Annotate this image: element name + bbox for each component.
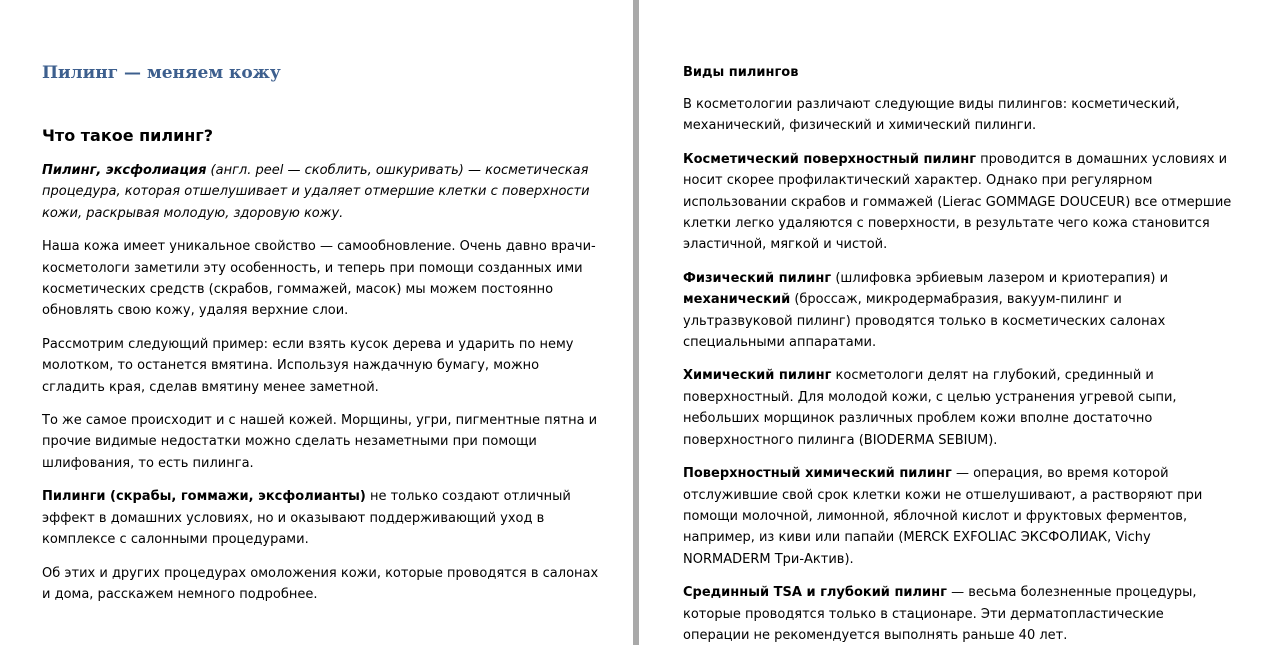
- peelings-text: не только создают отличный эффект в домашних условиях, но и оказывают поддерживающий уход в комплексе с салонными процедурами.: [42, 489, 571, 548]
- chemical-text: косметологи делят на глубокий, срединный и поверхностный. Для молодой кожи, с целью устранения угревой сыпи, небольших морщинок различных проблем кожи вполне достаточно поверхностного пилинга (BIODERMA SEBIUM).: [683, 368, 1177, 448]
- paragraph-self-renewal: Наша кожа имеет уникальное свойство — самообновление. Очень давно врачи-косметологи заметили эту особенность, и теперь при помощи созданных ими косметических средств (скрабов, гоммажей, масок) мы можем постоянно обновлять свою кожу, удаляя верхние слои.: [42, 239, 596, 319]
- peelings-bold: Пилинги (скрабы, гоммажи, эксфолианты): [42, 489, 366, 505]
- mechanical-bold: механический: [683, 292, 791, 308]
- cosmetic-bold: Косметический поверхностный пилинг: [683, 151, 977, 167]
- section-heading-peeling-types: Виды пилингов: [683, 65, 799, 80]
- median-deep-text: — весьма болезненные процедуры, которые проводятся только в стационаре. Эти дерматопластические операции не рекомендуется выполнять раньше 40 лет.: [683, 585, 1197, 643]
- right-page-content: [683, 62, 1233, 645]
- left-page-content: [42, 60, 602, 617]
- section-heading-what-is-peeling: Что такое пилинг?: [42, 126, 213, 145]
- paragraph-skin-defects: То же самое происходит и с нашей кожей. Морщины, угри, пигментные пятна и прочие видимые недостатки можно сделать незаметными при помощи шлифования, то есть пилинга.: [42, 413, 598, 471]
- definition-paragraph: [42, 160, 602, 224]
- physical-bold: Физический пилинг: [683, 270, 832, 286]
- definition-text: (англ. peel — скоблить, ошкуривать) — косметическая процедура, которая отшелушивает и удаляет отмершие клетки с поверхности кожи, раскрывая молодую, здоровую кожу.: [42, 163, 590, 221]
- paragraph-median-deep: [683, 582, 1233, 645]
- surface-chemical-text: — операция, во время которой отслужившие свой срок клетки кожи не отшелушивают, а растворяют при помощи молочной, лимонной, яблочной кислот и фруктовых ферментов, например, из киви или папайи (MERCK EXFOLIAC ЭКСФОЛИАК, Vichy NORMADERM Три-Актив).: [683, 466, 1203, 567]
- left-page: [0, 0, 633, 645]
- paragraph-wood-example: Рассмотрим следующий пример: если взять кусок дерева и ударить по нему молотком, то останется вмятина. Используя наждачную бумагу, можно сгладить края, сделав вмятину менее заметной.: [42, 336, 574, 395]
- paragraph-peelings: [42, 486, 602, 550]
- paragraph-cosmetic: [683, 149, 1233, 256]
- document-title: Пилинг — меняем кожу: [42, 63, 281, 83]
- physical-text-2: (броссаж, микродермабразия, вакуум-пилинг и ультразвуковой пилинг) проводятся только в косметических салонах специальными аппаратами.: [683, 292, 1166, 351]
- right-page: [639, 0, 1275, 645]
- paragraph-surface-chemical: [683, 463, 1233, 570]
- physical-text-1: (шлифовка эрбиевым лазером и криотерапия) и: [831, 270, 1169, 286]
- surface-chemical-bold: Поверхностный химический пилинг: [683, 466, 952, 482]
- paragraph-intro: В косметологии различают следующие виды пилингов: косметический, механический, физический и химический пилинги.: [683, 97, 1180, 134]
- median-deep-bold: Срединный TSA и глубокий пилинг: [683, 585, 947, 601]
- paragraph-physical: [683, 268, 1233, 354]
- cosmetic-text: проводится в домашних условиях и носит скорее профилактический характер. Однако при регулярном использовании скрабов и гоммажей (Lierac GOMMAGE DOUCEUR) все отмершие клетки легко удаляются с поверхности, в результате чего кожа становится эластичной, мягкой и чистой.: [683, 151, 1232, 253]
- paragraph-chemical: [683, 365, 1233, 451]
- chemical-bold: Химический пилинг: [683, 368, 832, 384]
- paragraph-more-details: Об этих и других процедурах омоложения кожи, которые проводятся в салонах и дома, расскажем немного подробнее.: [42, 565, 599, 602]
- definition-term: Пилинг, эксфолиация: [42, 163, 207, 178]
